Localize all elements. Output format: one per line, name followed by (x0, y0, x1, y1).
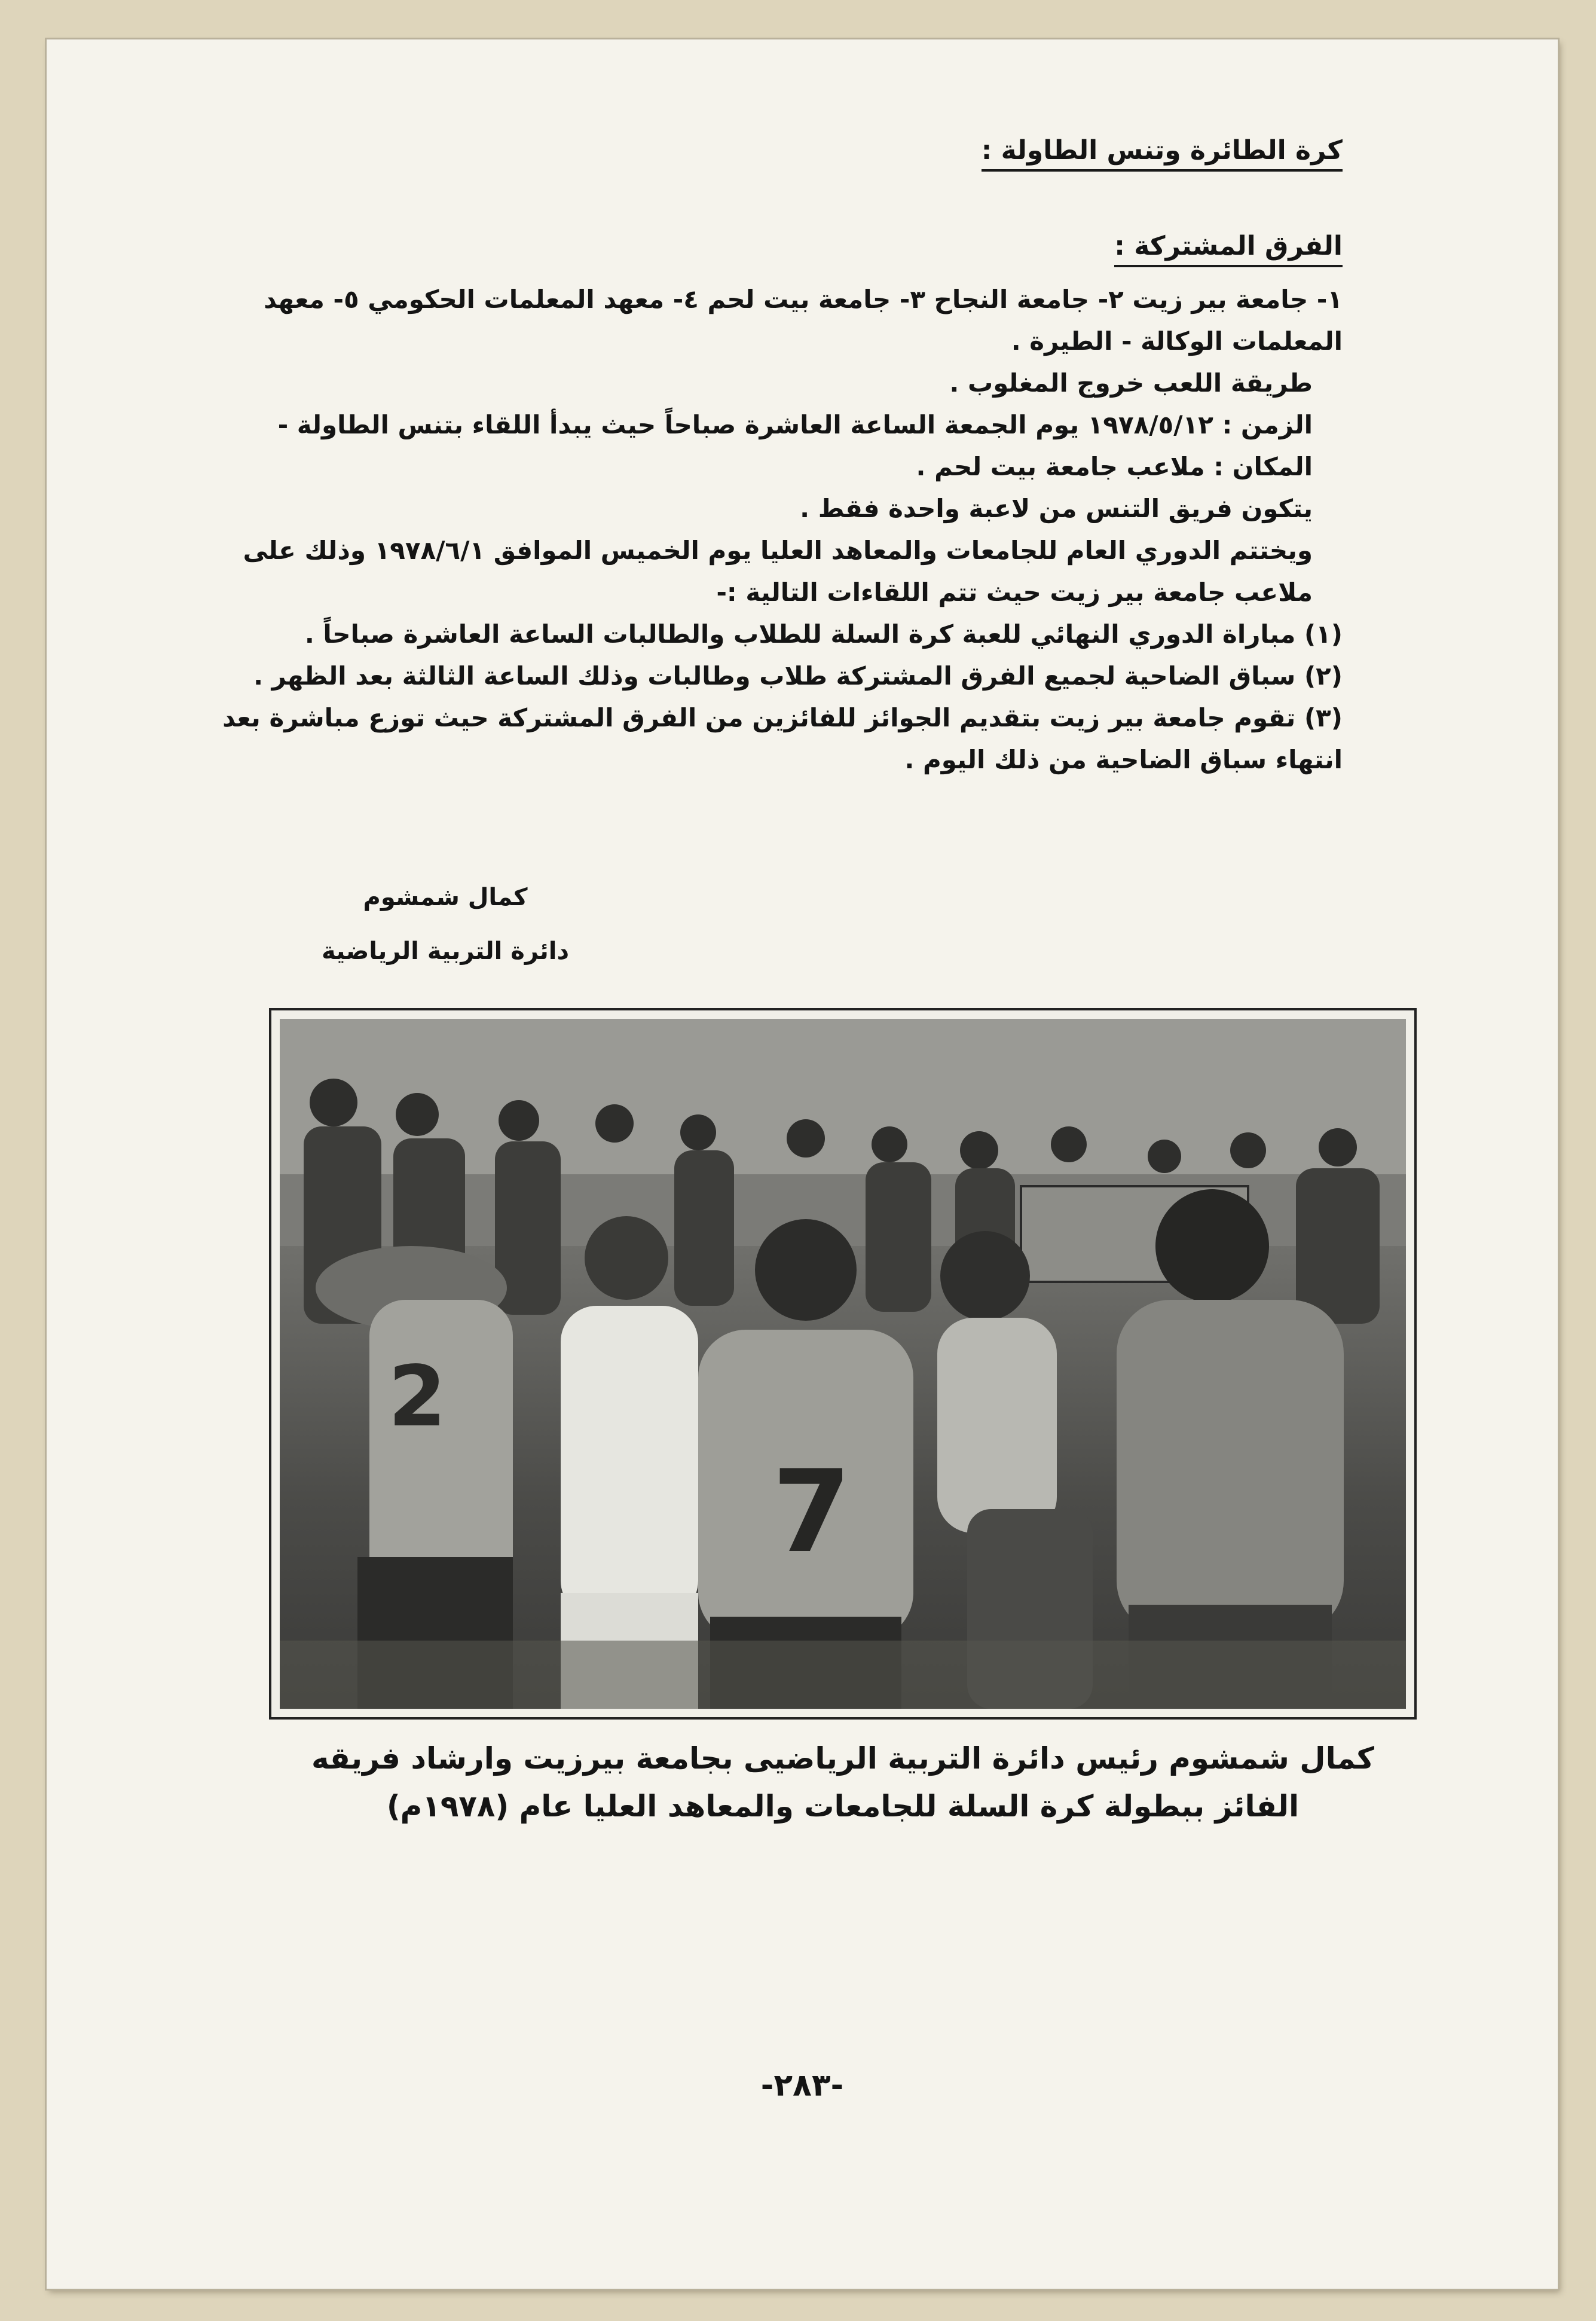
team-photograph (280, 1019, 1406, 1709)
signature-department: دائرة التربية الرياضية (322, 937, 570, 965)
section-heading: كرة الطائرة وتنس الطاولة : (982, 135, 1343, 172)
jersey-number-left: 2 (388, 1348, 447, 1446)
photo-illustration (280, 1019, 1406, 1709)
list-item-3: (٣) تقوم جامعة بير زيت بتقديم الجوائز للفائزين من الفرق المشتركة حيث توزع مباشرة بعد انتهاء سباق الضاحية من ذلك اليوم . (222, 703, 1343, 774)
participants-heading: الفرق المشتركة : (1114, 231, 1343, 267)
photo-frame (269, 1008, 1417, 1720)
page-number: -٢٨٣- (760, 2067, 844, 2103)
closing-paragraph: ويختتم الدوري العام للجامعات والمعاهد العليا يوم الخميس الموافق ١٩٧٨/٦/١ وذلك على ملاعب جامعة بير زيت حيث تتم اللقاءات التالية :- (243, 536, 1313, 607)
time-paragraph: الزمن : ١٩٧٨/٥/١٢ يوم الجمعة الساعة العاشرة صباحاً حيث يبدأ اللقاء بتنس الطاولة - (277, 410, 1313, 439)
list-item-2: (٢) سباق الضاحية لجميع الفرق المشتركة طلاب وطالبات وذلك الساعة الثالثة بعد الظهر . (253, 661, 1343, 691)
caption-line-1: كمال شمشوم رئيس دائرة التربية الرياضيى بجامعة بيرزيت وارشاد فريقه (311, 1741, 1375, 1776)
jersey-number-center: 7 (772, 1446, 852, 1578)
photo-caption (269, 1734, 1417, 1830)
place-paragraph: المكان : ملاعب جامعة بيت لحم . (916, 452, 1313, 481)
body-text (177, 279, 1343, 781)
method-paragraph: طريقة اللعب خروج المغلوب . (949, 368, 1313, 398)
signature-block (322, 871, 569, 978)
list-item-1: (١) مباراة الدوري النهائي للعبة كرة السلة للطلاب والطالبات الساعة العاشرة صباحاً . (304, 619, 1343, 649)
tennis-team-paragraph: يتكون فريق التنس من لاعبة واحدة فقط . (800, 494, 1313, 523)
teams-paragraph: ١- جامعة بير زيت ٢- جامعة النجاح ٣- جامعة بيت لحم ٤- معهد المعلمات الحكومي ٥- معهد المعلمات الوكالة - الطيرة . (264, 285, 1343, 356)
signature-name: كمال شمشوم (363, 884, 528, 911)
caption-line-2: الفائز ببطولة كرة السلة للجامعات والمعاهد العليا عام (١٩٧٨م) (386, 1789, 1300, 1824)
document-page (47, 39, 1558, 2289)
